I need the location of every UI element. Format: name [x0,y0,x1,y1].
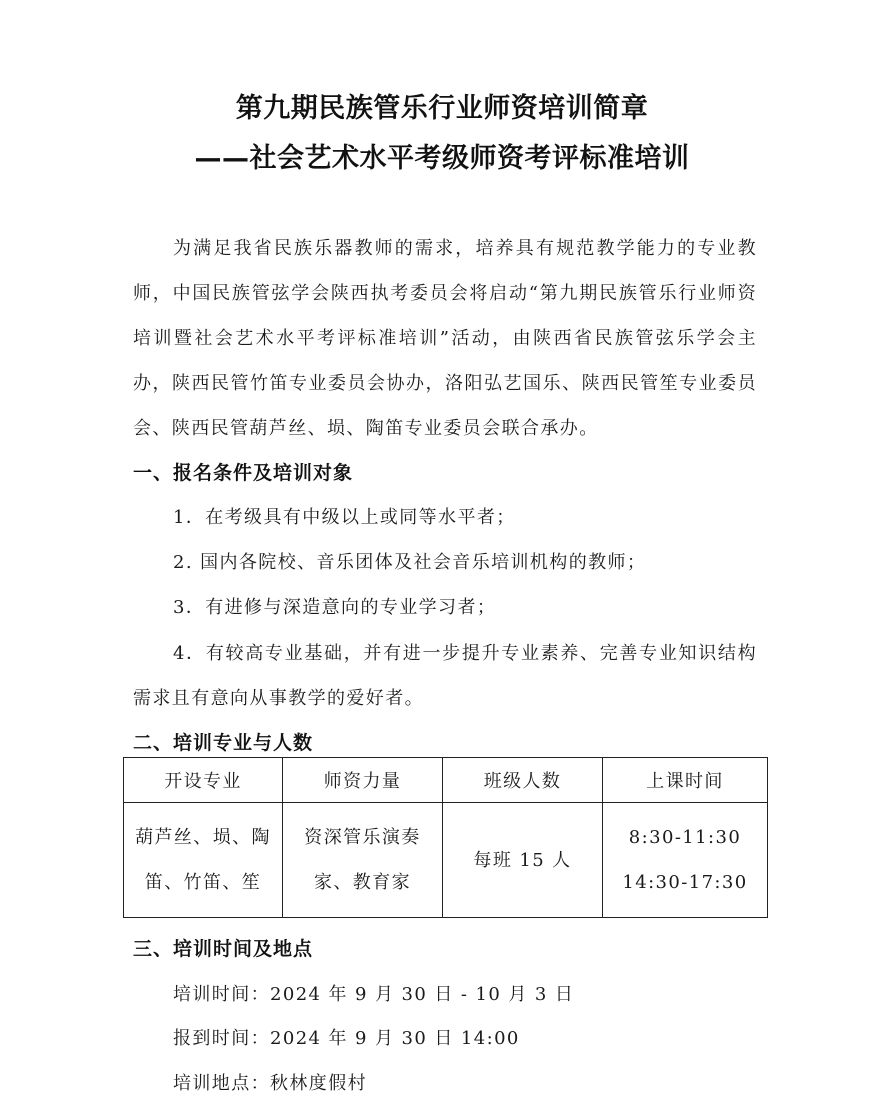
faculty-line-2: 家、教育家 [314,872,411,893]
table-row [124,803,768,918]
document-subtitle: ——社会艺术水平考级师资考评标准培训 [194,143,690,174]
section-heading-eligibility: 一、报名条件及培训对象 [133,462,354,484]
majors-line-2: 笛、竹笛、笙 [144,872,262,893]
table-header-majors: 开设专业 [124,758,283,803]
table-header-class-size: 班级人数 [443,758,603,803]
time-line-1: 8:30-11:30 [628,827,742,848]
training-table [123,757,768,918]
training-time: 培训时间：2024 年 9 月 30 日 - 10 月 3 日 [173,984,575,1005]
table-cell-class-time [603,803,768,918]
document-title: 第九期民族管乐行业师资培训简章 [235,93,649,124]
eligibility-item-4: 4．有较高专业基础，并有进一步提升专业素养、完善专业知识结构需求且有意向从事教学的爱好者。 [133,643,757,709]
section-heading-majors: 二、培训专业与人数 [133,732,314,754]
table-cell-class-size: 每班 15 人 [443,803,603,918]
table-header-faculty: 师资力量 [283,758,443,803]
table-cell-majors [124,803,283,918]
table-header-class-time: 上课时间 [603,758,768,803]
majors-line-1: 葫芦丝、埙、陶 [135,827,271,848]
table-header-row [124,758,768,803]
eligibility-item-3: 3．有进修与深造意向的专业学习者； [173,597,497,618]
intro-paragraph: 为满足我省民族乐器教师的需求，培养具有规范教学能力的专业教师，中国民族管弦学会陕西执考委员会将启动“第九期民族管乐行业师资培训暨社会艺术水平考评标准培训”活动，由陕西省民族管弦乐学会主办，陕西民管竹笛专业委员会协办，洛阳弘艺国乐、陕西民管笙专业委员会、陕西民管葫芦丝、埙、陶笛专业委员会联合承办。 [133,238,757,439]
report-time: 报到时间：2024 年 9 月 30 日 14:00 [173,1028,520,1049]
faculty-line-1: 资深管乐演奏 [304,827,421,848]
section-heading-time-location: 三、培训时间及地点 [133,938,314,960]
eligibility-item-1: 1．在考级具有中级以上或同等水平者； [173,507,516,528]
time-line-2: 14:30-17:30 [622,872,748,893]
eligibility-item-2: 2. 国内各院校、音乐团体及社会音乐培训机构的教师； [173,552,647,573]
training-location: 培训地点：秋林度假村 [173,1073,367,1094]
table-cell-faculty [283,803,443,918]
